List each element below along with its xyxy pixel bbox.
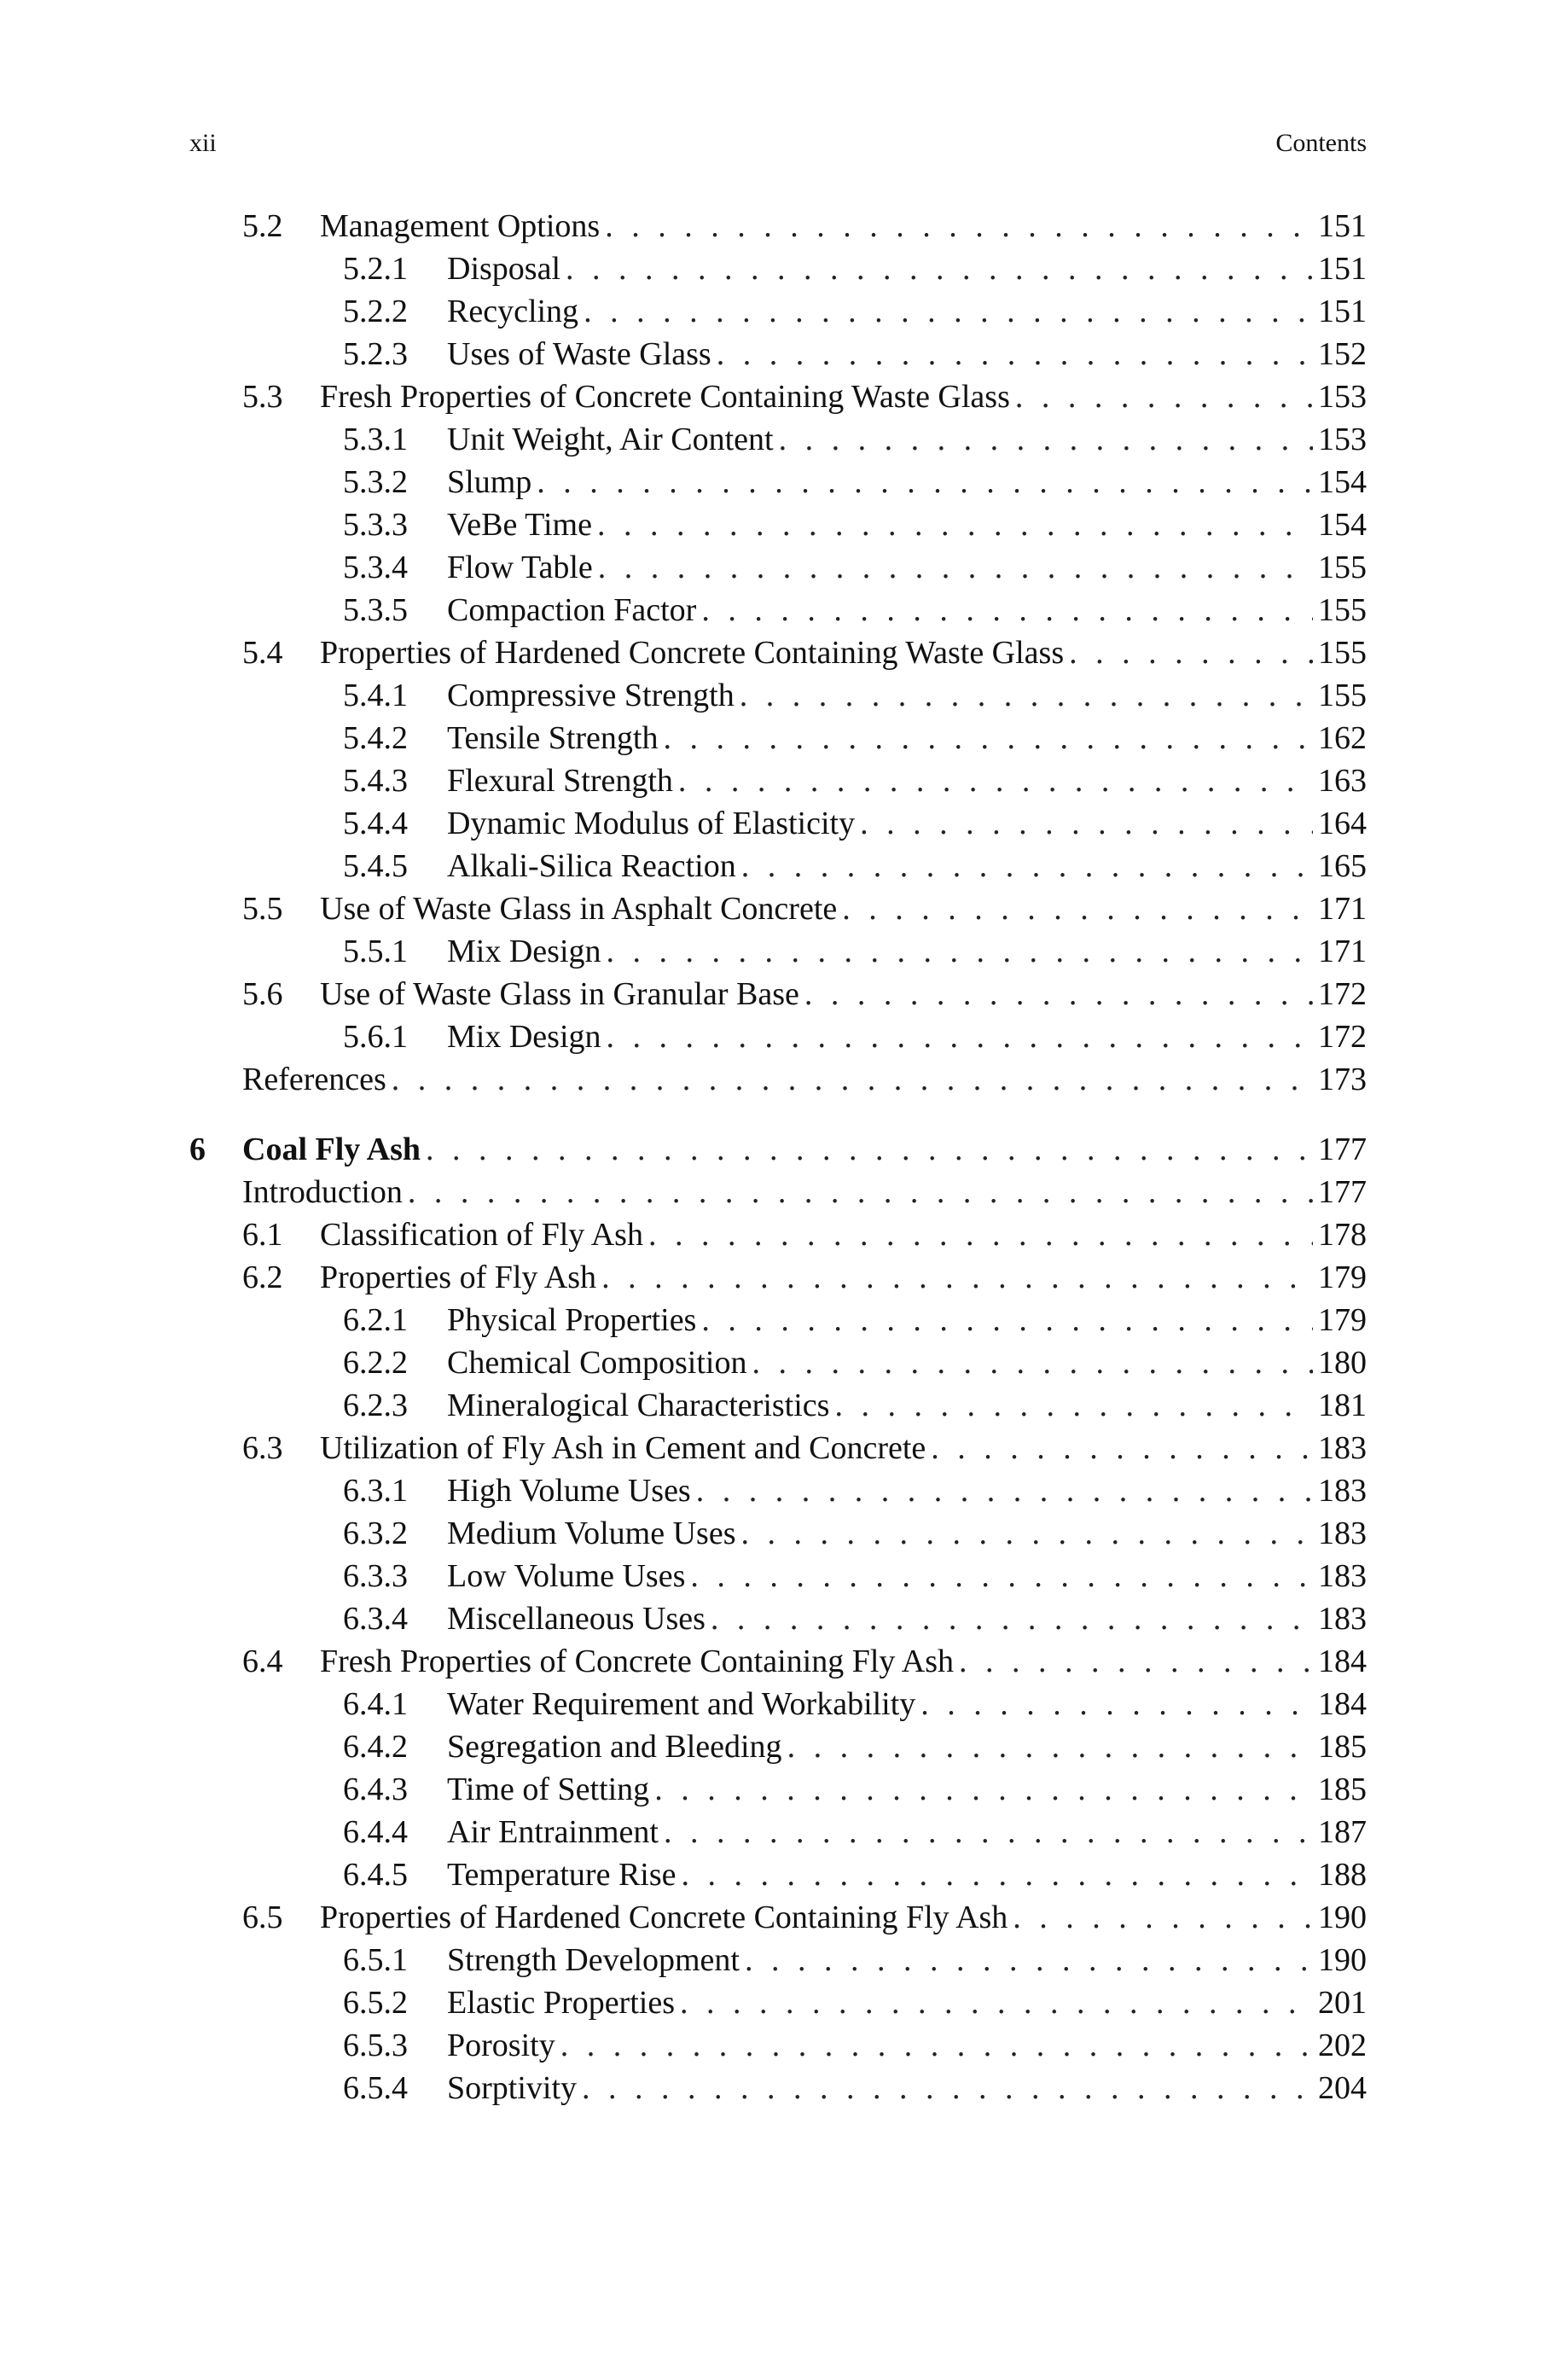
- toc-entry-number: 6.2.2: [343, 1345, 408, 1381]
- toc-entry-page: 171: [1318, 934, 1367, 969]
- toc-entry-line: [447, 1939, 1367, 1981]
- toc-entry[interactable]: [189, 333, 1367, 375]
- toc-entry[interactable]: [189, 1015, 1367, 1058]
- toc-entry-line: [447, 1341, 1367, 1384]
- toc-entry-number: 5.4.4: [343, 806, 408, 841]
- toc-entry-title: Fresh Properties of Concrete Containing Fly Ash: [320, 1644, 955, 1679]
- toc-entry-number: 5.3.3: [343, 507, 408, 543]
- toc-entry-page: 179: [1318, 1260, 1367, 1295]
- dot-leader: [717, 333, 1313, 375]
- toc-entry[interactable]: [189, 503, 1367, 546]
- toc-entry[interactable]: [189, 1597, 1367, 1640]
- toc-entry[interactable]: [189, 1981, 1367, 2024]
- toc-entry[interactable]: [189, 418, 1367, 461]
- toc-entry-number: 6.3.3: [343, 1558, 408, 1594]
- toc-entry-number: 6.4.3: [343, 1772, 408, 1807]
- toc-entry-line: [447, 1981, 1367, 2024]
- dot-leader: [664, 1811, 1313, 1853]
- toc-entry[interactable]: [189, 1853, 1367, 1896]
- dot-leader: [711, 1597, 1313, 1640]
- dot-leader: [752, 1341, 1313, 1384]
- toc-entry-line: [320, 631, 1367, 674]
- toc-entry[interactable]: [189, 589, 1367, 631]
- toc-entry-title: Flow Table: [447, 550, 593, 585]
- toc-entry[interactable]: [189, 887, 1367, 930]
- toc-entry-title: Chemical Composition: [447, 1345, 747, 1381]
- dot-leader: [392, 1058, 1313, 1101]
- toc-entry-page: 183: [1318, 1558, 1367, 1594]
- toc-entry-title: Disposal: [447, 251, 560, 287]
- dot-leader: [682, 1853, 1313, 1896]
- toc-entry-title: Utilization of Fly Ash in Cement and Concrete: [320, 1430, 926, 1466]
- toc-entry[interactable]: [189, 546, 1367, 589]
- toc-entry[interactable]: [189, 802, 1367, 845]
- dot-leader: [1013, 1896, 1313, 1939]
- toc-entry-number: 6.3: [242, 1430, 283, 1466]
- toc-entry-title: Low Volume Uses: [447, 1558, 686, 1594]
- toc-entry[interactable]: [189, 461, 1367, 503]
- toc-entry-title: Classification of Fly Ash: [320, 1217, 643, 1253]
- dot-leader: [607, 930, 1314, 973]
- toc-entry-page: 177: [1318, 1174, 1367, 1210]
- toc-entry-title: Flexural Strength: [447, 763, 673, 799]
- toc-entry-number: 5.3.5: [343, 592, 408, 628]
- toc-entry-line: [320, 1256, 1367, 1299]
- toc-entry-number: 5.6.1: [343, 1019, 408, 1055]
- toc-entry[interactable]: [189, 1896, 1367, 1939]
- toc-entry-number: 6.5: [242, 1900, 283, 1935]
- toc-entry-number: 6.4.2: [343, 1729, 408, 1765]
- dot-leader: [741, 845, 1313, 887]
- toc-entry-number: 5.5.1: [343, 934, 408, 969]
- page-number: xii: [189, 129, 217, 157]
- dot-leader: [1015, 375, 1313, 418]
- toc-entry-line: [447, 1768, 1367, 1811]
- dot-leader: [740, 674, 1313, 717]
- toc-entry-page: 155: [1318, 635, 1367, 671]
- toc-entry-title: Compressive Strength: [447, 678, 735, 713]
- dot-leader: [959, 1640, 1313, 1683]
- toc-entry-number: 6.2: [242, 1260, 283, 1295]
- dot-leader: [597, 503, 1313, 546]
- toc-entry[interactable]: [189, 845, 1367, 887]
- toc-entry-number: 5.2: [242, 208, 283, 244]
- toc-entry-title: Slump: [447, 464, 532, 500]
- dot-leader: [678, 759, 1313, 802]
- toc-entry-line: [447, 1512, 1367, 1555]
- toc-entry-title: Compaction Factor: [447, 592, 697, 628]
- toc-entry-title: Physical Properties: [447, 1302, 697, 1338]
- toc-entry-title: Properties of Hardened Concrete Containing Waste Glass: [320, 635, 1065, 671]
- dot-leader: [690, 1555, 1313, 1597]
- toc-entry-line: [320, 375, 1367, 418]
- toc-entry-page: 171: [1318, 891, 1367, 927]
- toc-entry-number: 6.1: [242, 1217, 283, 1253]
- toc-entry-number: 6.2.1: [343, 1302, 408, 1338]
- toc-entry-page: 155: [1318, 550, 1367, 585]
- toc-entry-number: 5.3.2: [343, 464, 408, 500]
- toc-entry-title: Management Options: [320, 208, 601, 244]
- toc-entry-line: [447, 1683, 1367, 1725]
- toc-entry-number: 6.3.1: [343, 1473, 408, 1509]
- toc-entry-page: 173: [1318, 1062, 1367, 1097]
- toc-entry-title: Sorptivity: [447, 2070, 578, 2106]
- dot-leader: [920, 1683, 1313, 1725]
- toc-entry-page: 155: [1318, 592, 1367, 628]
- dot-leader: [701, 589, 1313, 631]
- toc-entry-number: 5.2.2: [343, 294, 408, 329]
- dot-leader: [654, 1768, 1313, 1811]
- toc-entry-number: 5.5: [242, 891, 283, 927]
- dot-leader: [804, 973, 1313, 1015]
- dot-leader: [741, 1512, 1314, 1555]
- toc-entry-line: [447, 546, 1367, 589]
- toc-entry-page: 185: [1318, 1729, 1367, 1765]
- toc-entry-page: 153: [1318, 379, 1367, 415]
- toc-entry[interactable]: [189, 1171, 1367, 1213]
- toc-entry[interactable]: [189, 1725, 1367, 1768]
- toc-entry[interactable]: [189, 1469, 1367, 1512]
- dot-leader: [745, 1939, 1313, 1981]
- toc-entry-title: Recycling: [447, 294, 579, 329]
- toc-entry-line: [242, 1128, 1367, 1171]
- toc-entry-page: 162: [1318, 720, 1367, 756]
- toc-entry-number: 5.4.2: [343, 720, 408, 756]
- toc-entry-line: [447, 845, 1367, 887]
- toc-entry[interactable]: [189, 631, 1367, 674]
- toc-entry-line: [447, 418, 1367, 461]
- toc-entry-page: 154: [1318, 507, 1367, 543]
- dot-leader: [605, 205, 1313, 247]
- toc-entry[interactable]: [189, 1811, 1367, 1853]
- running-head: Contents: [1275, 129, 1367, 157]
- toc-entry-page: 187: [1318, 1814, 1367, 1850]
- dot-leader: [582, 2067, 1313, 2109]
- toc-entry-page: 151: [1318, 251, 1367, 287]
- toc-entry-number: 5.2.1: [343, 251, 408, 287]
- toc-entry-number: 5.4.1: [343, 678, 408, 713]
- dot-leader: [566, 247, 1313, 290]
- toc-entry[interactable]: [189, 1341, 1367, 1384]
- toc-entry-page: 178: [1318, 1217, 1367, 1253]
- toc-entry-number: 6.3.4: [343, 1601, 408, 1637]
- toc-entry-page: 164: [1318, 806, 1367, 841]
- toc-entry-line: [320, 1640, 1367, 1683]
- toc-entry-line: [447, 589, 1367, 631]
- toc-entry-line: [447, 503, 1367, 546]
- toc-entry-title: Mineralogical Characteristics: [447, 1388, 830, 1423]
- toc-entry-line: [320, 887, 1367, 930]
- toc-entry[interactable]: [189, 1683, 1367, 1725]
- dot-leader: [701, 1299, 1313, 1341]
- toc-entry-number: 6.4.5: [343, 1857, 408, 1893]
- toc-entry-line: [447, 1597, 1367, 1640]
- toc-entry-page: 184: [1318, 1686, 1367, 1722]
- toc-entry-line: [447, 1469, 1367, 1512]
- toc-entry-page: 163: [1318, 763, 1367, 799]
- dot-leader: [860, 802, 1313, 845]
- toc-entry-line: [320, 1896, 1367, 1939]
- dot-leader: [696, 1469, 1313, 1512]
- toc-entry-page: 183: [1318, 1601, 1367, 1637]
- toc-entry-line: [447, 333, 1367, 375]
- toc-entry[interactable]: [189, 290, 1367, 333]
- dot-leader: [426, 1128, 1313, 1171]
- toc-entry[interactable]: [189, 375, 1367, 418]
- dot-leader: [648, 1213, 1313, 1256]
- toc-entry-page: 204: [1318, 2070, 1367, 2106]
- toc-entry-title: Coal Fly Ash: [242, 1132, 421, 1167]
- dot-leader: [842, 887, 1313, 930]
- toc-entry-page: 202: [1318, 2028, 1367, 2063]
- toc-entry-number: 6.4.1: [343, 1686, 408, 1722]
- toc-entry-title: Temperature Rise: [447, 1857, 677, 1893]
- toc-entry[interactable]: [189, 1939, 1367, 1981]
- toc-entry-number: 6.2.3: [343, 1388, 408, 1423]
- toc-entry-number: 5.3: [242, 379, 283, 415]
- toc-entry[interactable]: [189, 1512, 1367, 1555]
- toc-entry-line: [447, 674, 1367, 717]
- toc-entry-title: Medium Volume Uses: [447, 1516, 736, 1551]
- toc-entry[interactable]: [189, 973, 1367, 1015]
- toc-entry-line: [447, 290, 1367, 333]
- toc-entry-title: Miscellaneous Uses: [447, 1601, 706, 1637]
- toc-entry[interactable]: [189, 717, 1367, 759]
- toc-entry-page: 183: [1318, 1516, 1367, 1551]
- toc-entry-page: 190: [1318, 1942, 1367, 1978]
- toc-entry-page: 172: [1318, 976, 1367, 1012]
- toc-entry-line: [447, 1853, 1367, 1896]
- toc-entry-line: [320, 1427, 1367, 1469]
- toc-entry-line: [320, 1213, 1367, 1256]
- toc-entry-page: 179: [1318, 1302, 1367, 1338]
- toc-entry-line: [447, 802, 1367, 845]
- dot-leader: [408, 1171, 1313, 1213]
- table-of-contents: [189, 205, 1367, 2109]
- toc-entry-title: Strength Development: [447, 1942, 740, 1978]
- toc-entry-number: 6.3.2: [343, 1516, 408, 1551]
- toc-entry-page: 165: [1318, 848, 1367, 884]
- dot-leader: [834, 1384, 1313, 1427]
- dot-leader: [1069, 631, 1313, 674]
- toc-entry-page: 183: [1318, 1430, 1367, 1466]
- toc-entry-number: 5.4.5: [343, 848, 408, 884]
- toc-entry-line: [447, 247, 1367, 290]
- toc-entry-title: Mix Design: [447, 1019, 601, 1055]
- dot-leader: [598, 546, 1313, 589]
- toc-entry-title: Unit Weight, Air Content: [447, 422, 774, 457]
- toc-entry[interactable]: [189, 759, 1367, 802]
- toc-entry-number: 5.6: [242, 976, 283, 1012]
- toc-entry[interactable]: [189, 1555, 1367, 1597]
- toc-entry-line: [447, 2067, 1367, 2109]
- toc-entry-page: 155: [1318, 678, 1367, 713]
- dot-leader: [680, 1981, 1313, 2024]
- toc-entry-title: Air Entrainment: [447, 1814, 659, 1850]
- toc-entry-line: [447, 1725, 1367, 1768]
- toc-entry-number: 5.4: [242, 635, 283, 671]
- toc-entry-number: 5.2.3: [343, 336, 408, 372]
- toc-entry-line: [447, 461, 1367, 503]
- toc-entry-title: Time of Setting: [447, 1772, 650, 1807]
- toc-entry[interactable]: [189, 205, 1367, 247]
- toc-entry-line: [447, 1384, 1367, 1427]
- toc-entry-line: [447, 1299, 1367, 1341]
- toc-entry-page: 181: [1318, 1388, 1367, 1423]
- toc-entry-title: High Volume Uses: [447, 1473, 691, 1509]
- toc-entry[interactable]: [189, 1640, 1367, 1683]
- toc-entry[interactable]: [189, 1427, 1367, 1469]
- toc-entry-page: 185: [1318, 1772, 1367, 1807]
- toc-chapter-entry[interactable]: [189, 1128, 1367, 1171]
- toc-entry-page: 151: [1318, 294, 1367, 329]
- dot-leader: [663, 717, 1313, 759]
- toc-entry[interactable]: [189, 930, 1367, 973]
- toc-entry-line: [447, 1555, 1367, 1597]
- toc-entry-line: [447, 1015, 1367, 1058]
- toc-entry[interactable]: [189, 1384, 1367, 1427]
- toc-entry-page: 152: [1318, 336, 1367, 372]
- toc-entry-line: [320, 973, 1367, 1015]
- toc-entry-title: Segregation and Bleeding: [447, 1729, 782, 1765]
- toc-entry[interactable]: [189, 2067, 1367, 2109]
- toc-entry-page: 183: [1318, 1473, 1367, 1509]
- dot-leader: [787, 1725, 1313, 1768]
- toc-entry[interactable]: [189, 2024, 1367, 2067]
- toc-entry[interactable]: [189, 1768, 1367, 1811]
- toc-entry-line: [447, 759, 1367, 802]
- toc-entry-line: [447, 1811, 1367, 1853]
- toc-entry-page: 153: [1318, 422, 1367, 457]
- toc-entry-title: Tensile Strength: [447, 720, 659, 756]
- toc-entry-number: 6.5.2: [343, 1985, 408, 2021]
- toc-entry-title: Alkali-Silica Reaction: [447, 848, 736, 884]
- toc-entry-page: 188: [1318, 1857, 1367, 1893]
- toc-entry-title: Use of Waste Glass in Asphalt Concrete: [320, 891, 838, 927]
- toc-entry[interactable]: [189, 247, 1367, 290]
- toc-entry-title: Properties of Fly Ash: [320, 1260, 597, 1295]
- toc-entry-number: 6.4: [242, 1644, 283, 1679]
- toc-entry[interactable]: [189, 1256, 1367, 1299]
- toc-entry-title: References: [242, 1062, 386, 1097]
- toc-entry-title: Mix Design: [447, 934, 601, 969]
- page-header: [189, 126, 1367, 160]
- toc-entry-line: [242, 1171, 1367, 1213]
- toc-entry-page: 184: [1318, 1644, 1367, 1679]
- toc-entry[interactable]: [189, 1058, 1367, 1101]
- dot-leader: [601, 1256, 1313, 1299]
- toc-entry-number: 5.4.3: [343, 763, 408, 799]
- toc-entry[interactable]: [189, 674, 1367, 717]
- toc-entry-number: 5.3.1: [343, 422, 408, 457]
- toc-entry-number: 6.5.3: [343, 2028, 408, 2063]
- toc-entry-number: 6.4.4: [343, 1814, 408, 1850]
- toc-entry-title: Properties of Hardened Concrete Containing Fly Ash: [320, 1900, 1008, 1935]
- toc-entry-number: 6: [189, 1132, 206, 1167]
- toc-entry-page: 177: [1318, 1132, 1367, 1167]
- toc-entry-line: [447, 930, 1367, 973]
- toc-entry-title: Porosity: [447, 2028, 555, 2063]
- dot-leader: [537, 461, 1313, 503]
- toc-entry-number: 6.5.1: [343, 1942, 408, 1978]
- dot-leader: [607, 1015, 1314, 1058]
- toc-entry-line: [447, 2024, 1367, 2067]
- toc-entry-page: 180: [1318, 1345, 1367, 1381]
- toc-entry-page: 201: [1318, 1985, 1367, 2021]
- toc-entry-title: VeBe Time: [447, 507, 592, 543]
- toc-entry-line: [242, 1058, 1367, 1101]
- dot-leader: [560, 2024, 1313, 2067]
- toc-entry-title: Introduction: [242, 1174, 403, 1210]
- dot-leader: [584, 290, 1313, 333]
- toc-entry-number: 5.3.4: [343, 550, 408, 585]
- toc-entry-number: 6.5.4: [343, 2070, 408, 2106]
- dot-leader: [931, 1427, 1313, 1469]
- toc-entry-title: Fresh Properties of Concrete Containing Waste Glass: [320, 379, 1010, 415]
- dot-leader: [779, 418, 1313, 461]
- toc-entry-page: 151: [1318, 208, 1367, 244]
- toc-entry-title: Water Requirement and Workability: [447, 1686, 916, 1722]
- toc-entry-title: Uses of Waste Glass: [447, 336, 711, 372]
- toc-entry-line: [320, 205, 1367, 247]
- toc-entry-page: 154: [1318, 464, 1367, 500]
- toc-entry[interactable]: [189, 1299, 1367, 1341]
- toc-entry[interactable]: [189, 1213, 1367, 1256]
- toc-entry-title: Dynamic Modulus of Elasticity: [447, 806, 856, 841]
- toc-entry-title: Use of Waste Glass in Granular Base: [320, 976, 799, 1012]
- toc-entry-page: 190: [1318, 1900, 1367, 1935]
- toc-entry-page: 172: [1318, 1019, 1367, 1055]
- toc-entry-line: [447, 717, 1367, 759]
- toc-entry-title: Elastic Properties: [447, 1985, 675, 2021]
